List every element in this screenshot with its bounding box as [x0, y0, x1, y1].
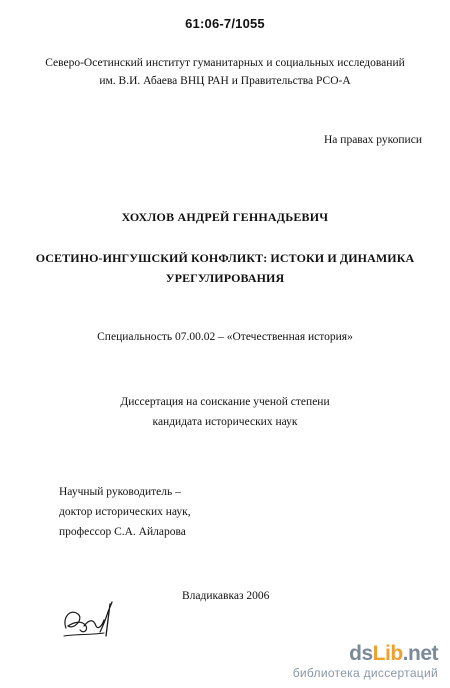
- watermark-logo-suffix: .net: [402, 642, 438, 665]
- specialty: Специальность 07.00.02 – «Отечественная история»: [97, 331, 353, 343]
- watermark-logo-main: Lib: [372, 642, 403, 665]
- degree-statement: [0, 392, 450, 432]
- title-line-1: ОСЕТИНО-ИНГУШСКИЙ КОНФЛИКТ: ИСТОКИ И ДИНАМИКА: [35, 251, 415, 265]
- watermark-logo-prefix: ds: [349, 642, 373, 665]
- supervisor-line-3: профессор С.А. Айларова: [59, 526, 186, 538]
- city-year: Владикавказ 2006: [182, 590, 270, 602]
- degree-line-2: кандидата исторических наук: [152, 416, 298, 428]
- degree-line-1: Диссертация на соискание ученой степени: [120, 396, 330, 408]
- institution-line-2: им. В.И. Абаева ВНЦ РАН и Правительства РСО-А: [99, 75, 351, 87]
- author-signature: [60, 596, 132, 642]
- supervisor-line-2: доктор исторических наук,: [59, 506, 191, 518]
- watermark-logo: [349, 642, 438, 666]
- institution-line-1: Северо-Осетинский институт гуманитарных и социальных исследований: [45, 57, 405, 69]
- rights-note: На правах рукописи: [324, 134, 422, 146]
- watermark-text: библиотека диссертаций: [292, 666, 438, 680]
- title-line-2: УРЕГУЛИРОВАНИЯ: [165, 271, 285, 285]
- supervisor-line-1: Научный руководитель –: [59, 486, 181, 498]
- document-code: 61:06-7/1055: [185, 16, 265, 31]
- dissertation-title: [0, 248, 450, 288]
- author-name: ХОХЛОВ АНДРЕЙ ГЕННАДЬЕВИЧ: [121, 210, 329, 224]
